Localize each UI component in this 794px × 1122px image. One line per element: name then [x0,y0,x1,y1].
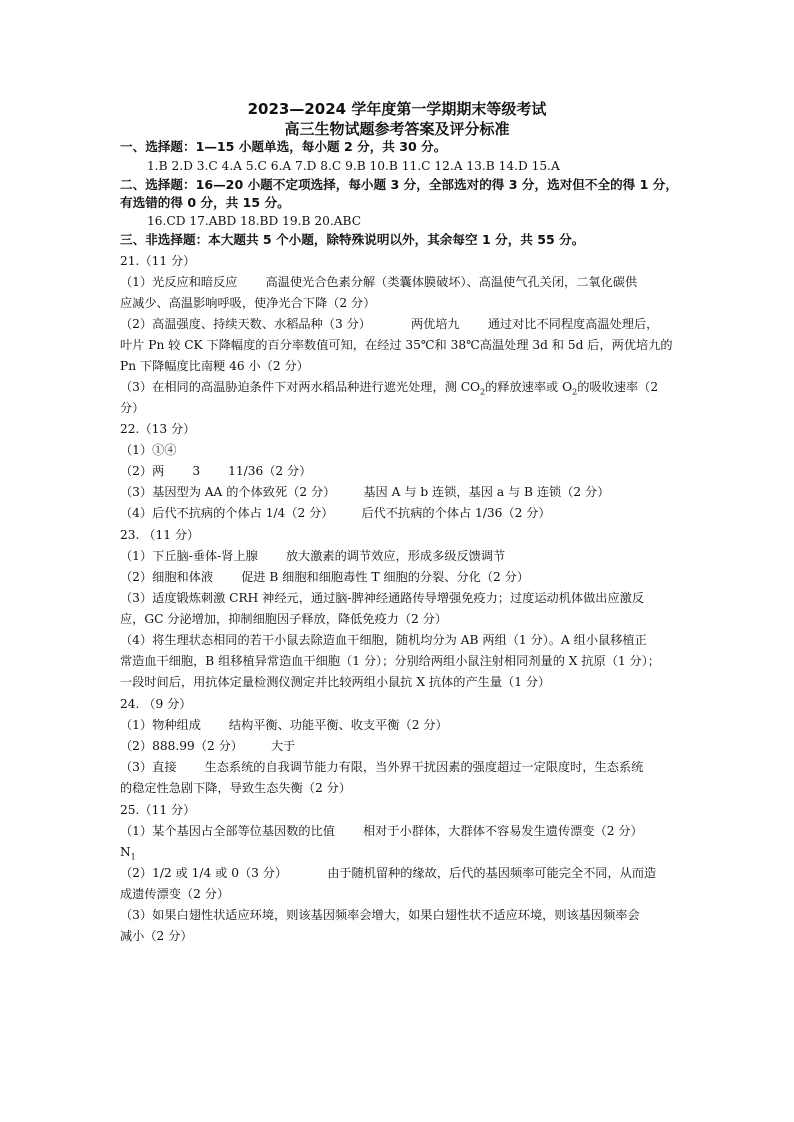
q25-line: （3）如果白翅性状适应环境，则该基因频率会增大，如果白翅性状不适应环境，则该基因频率会 [120,908,640,922]
q23-line: 应，GC 分泌增加，抑制细胞因子释放，降低免疫力（2 分） [120,612,448,626]
q21-line: （1）光反应和暗反应 高温使光合色素分解（类囊体膜破坏）、高温使气孔关闭，二氧化碳供 [120,275,638,289]
q21-line: 分） [120,401,145,415]
q22-line: （1）①④ [120,443,177,457]
q25-line: 成遗传漂变（2 分） [120,887,230,901]
q24-heading: 24. （9 分） [120,697,192,711]
q24-line: （2）888.99（2 分） 大于 [120,739,296,753]
q25-line: （2）1/2 或 1/4 或 0（3 分） 由于随机留种的缘故，后代的基因频率可能完全不同，从而造 [120,866,657,880]
q23-line: （3）适度锻炼刺激 CRH 神经元，通过脑-脾神经通路传导增强免疫力；过度运动机体做出应激反 [120,591,645,605]
q25-heading: 25.（11 分） [120,803,196,817]
q21-line: 叶片 Pn 较 CK 下降幅度的百分率数值可知，在经过 35℃和 38℃高温处理 3d 和 5d 后，两优培九的 [120,338,673,352]
q21-line: （3）在相同的高温胁迫条件下对两水稻品种进行遮光处理，测 $CO_2$的释放速率或 $O_2$的吸收速率（2 [120,380,659,397]
section2-answers: 16.CD 17.ABD 18.BD 19.B 20.ABC [147,214,362,228]
section1-heading: 一、选择题：1—15 小题单选，每小题 2 分，共 30 分。 [120,139,447,154]
exam-title: 2023—2024 学年度第一学期期末等级考试 [247,100,547,118]
q25-line: （1）某个基因占全部等位基因数的比值 相对于小群体，大群体不容易发生遗传漂变（2 分） [120,824,643,838]
section2-heading-line2: 有选错的得 0 分，共 15 分。 [120,195,290,210]
q23-heading: 23. （11 分） [120,528,200,542]
q24-line: （3）直接 生态系统的自我调节能力有限，当外界干扰因素的强度超过一定限度时，生态系统 [120,760,644,774]
q22-line: （2）两 3 11/36（2 分） [120,464,312,478]
q24-line: 的稳定性急剧下降，导致生态失衡（2 分） [120,781,352,795]
q21-heading: 21.（11 分） [120,254,196,268]
q23-line: （4）将生理状态相同的若干小鼠去除造血干细胞，随机均分为 AB 两组（1 分）。A 组小鼠移植正 [120,633,647,647]
q21-line: Pn 下降幅度比南粳 46 小（2 分） [120,359,309,373]
section2-heading-line1: 二、选择题：16—20 小题不定项选择，每小题 3 分，全部选对的得 3 分，选对但不全的得 1 分， [120,177,678,192]
q25-line: 减小（2 分） [120,929,193,943]
q21-line: 应减少、高温影响呼吸，使净光合下降（2 分） [120,296,376,310]
section1-answers: 1.B 2.D 3.C 4.A 5.C 6.A 7.D 8.C 9.B 10.B 11.C 12.A 13.B 14.D 15.A [147,159,560,173]
q25-line: $N_1$ [120,845,136,862]
q21-line: （2）高温强度、持续天数、水稻品种（3 分） 两优培九 通过对比不同程度高温处理后， [120,317,659,331]
q23-line: （1）下丘脑-垂体-肾上腺 放大激素的调节效应，形成多级反馈调节 [120,549,506,563]
q23-line: 一段时间后，用抗体定量检测仪测定并比较两组小鼠抗 X 抗体的产生量（1 分） [120,675,551,689]
q23-line: （2）细胞和体液 促进 B 细胞和细胞毒性 T 细胞的分裂、分化（2 分） [120,570,530,584]
q22-line: （4）后代不抗病的个体占 1/4（2 分） 后代不抗病的个体占 1/36（2 分） [120,506,551,520]
exam-subtitle: 高三生物试题参考答案及评分标准 [284,120,510,138]
q22-heading: 22.（13 分） [120,422,196,436]
q24-line: （1）物种组成 结构平衡、功能平衡、收支平衡（2 分） [120,718,448,732]
q23-line: 常造血干细胞，B 组移植异常造血干细胞（1 分）；分别给两组小鼠注射相同剂量的 X 抗原（1 分）； [120,654,660,668]
q22-line: （3）基因型为 AA 的个体致死（2 分） 基因 A 与 b 连锁，基因 a 与 B 连锁（2 分） [120,485,610,499]
section3-heading: 三、非选择题：本大题共 5 个小题，除特殊说明以外，其余每空 1 分，共 55 分。 [120,232,585,247]
